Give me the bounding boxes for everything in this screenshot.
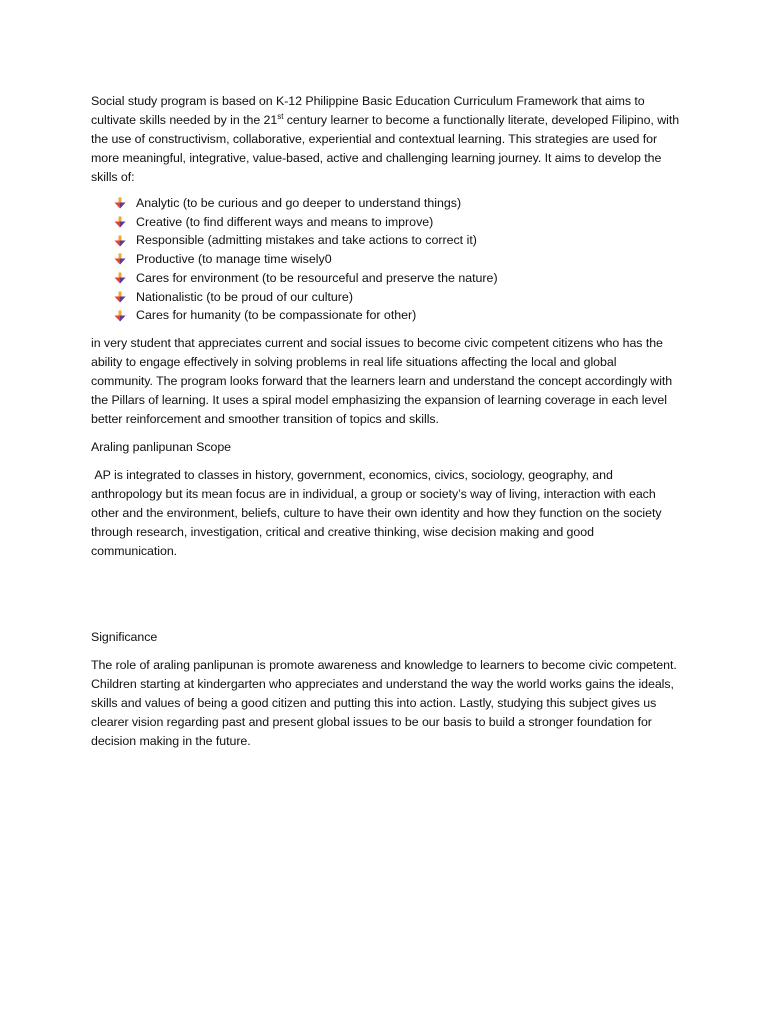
skill-label: Cares for environment (to be resourceful and preserve the nature) bbox=[136, 270, 498, 285]
arrow-bullet-icon bbox=[114, 310, 126, 322]
significance-paragraph: The role of araling panlipunan is promote awareness and knowledge to learners to become civic competent. Children starting at kindergarten who appreciates and understand the way the world works gains the ideals, skills and values of being a good citizen and putting this into action. Lastly, studying this subject gives us clearer vision regarding past and present global issues to be our basis to build a stronger foundation for decision making in the future. bbox=[91, 657, 677, 748]
skill-label: Analytic (to be curious and go deeper to understand things) bbox=[136, 196, 462, 210]
list-item bbox=[91, 213, 681, 232]
list-item bbox=[91, 194, 681, 213]
list-item bbox=[91, 306, 681, 325]
arrow-bullet-icon bbox=[114, 197, 126, 209]
program-paragraph: in very student that appreciates current and social issues to become civic competent citizens who has the ability to engage effectively in solving problems in real life situations affecting the local and global community. The program looks forward that the learners learn and understand the concept accordingly with the Pillars of learning. It uses a spiral model emphasizing the expansion of learning coverage in each level better reinforcement and smoother transition of topics and skills. bbox=[91, 335, 673, 426]
list-item bbox=[91, 269, 681, 288]
list-item bbox=[91, 250, 681, 269]
scope-heading: Araling panlipunan Scope bbox=[91, 439, 232, 454]
skill-label: Nationalistic (to be proud of our culture) bbox=[136, 289, 353, 304]
arrow-bullet-icon bbox=[114, 253, 126, 265]
document-page bbox=[91, 92, 681, 751]
scope-paragraph: AP is integrated to classes in history, government, economics, civics, sociology, geography, and anthropology but its mean focus are in individual, a group or society’s way of living, interaction with each other and the environment, beliefs, culture to have their own identity and how they function on the society through research, investigation, critical and creative thinking, wise decision making and good communication. bbox=[91, 467, 665, 558]
intro-paragraph bbox=[91, 92, 681, 187]
list-item bbox=[91, 288, 681, 307]
ordinal-superscript: st bbox=[277, 111, 284, 121]
intro-text-end: century learner to become a functionally literate, developed Filipino, with the use of constructivism, collaborative, experiential and contextual learning. This strategies are used for more meaningful, integrative, value-based, active and challenging learning journey. It aims to develop the skills of: bbox=[91, 113, 680, 184]
arrow-bullet-icon bbox=[114, 272, 126, 284]
intro-text-start: Social study program is based on K-12 Philippine Basic Education Curriculum Framework that aims to cultivate skills needed by in the 21 bbox=[91, 94, 645, 127]
arrow-bullet-icon bbox=[114, 216, 126, 228]
significance-heading: Significance bbox=[91, 629, 158, 644]
arrow-bullet-icon bbox=[114, 291, 126, 303]
list-item bbox=[91, 231, 681, 250]
arrow-bullet-icon bbox=[114, 235, 126, 247]
skill-label: Cares for humanity (to be compassionate for other) bbox=[136, 308, 417, 323]
skills-list bbox=[91, 194, 681, 325]
skill-label: Creative (to find different ways and means to improve) bbox=[136, 214, 434, 229]
skill-label: Productive (to manage time wisely0 bbox=[136, 252, 332, 267]
skill-label: Responsible (admitting mistakes and take actions to correct it) bbox=[136, 233, 477, 248]
